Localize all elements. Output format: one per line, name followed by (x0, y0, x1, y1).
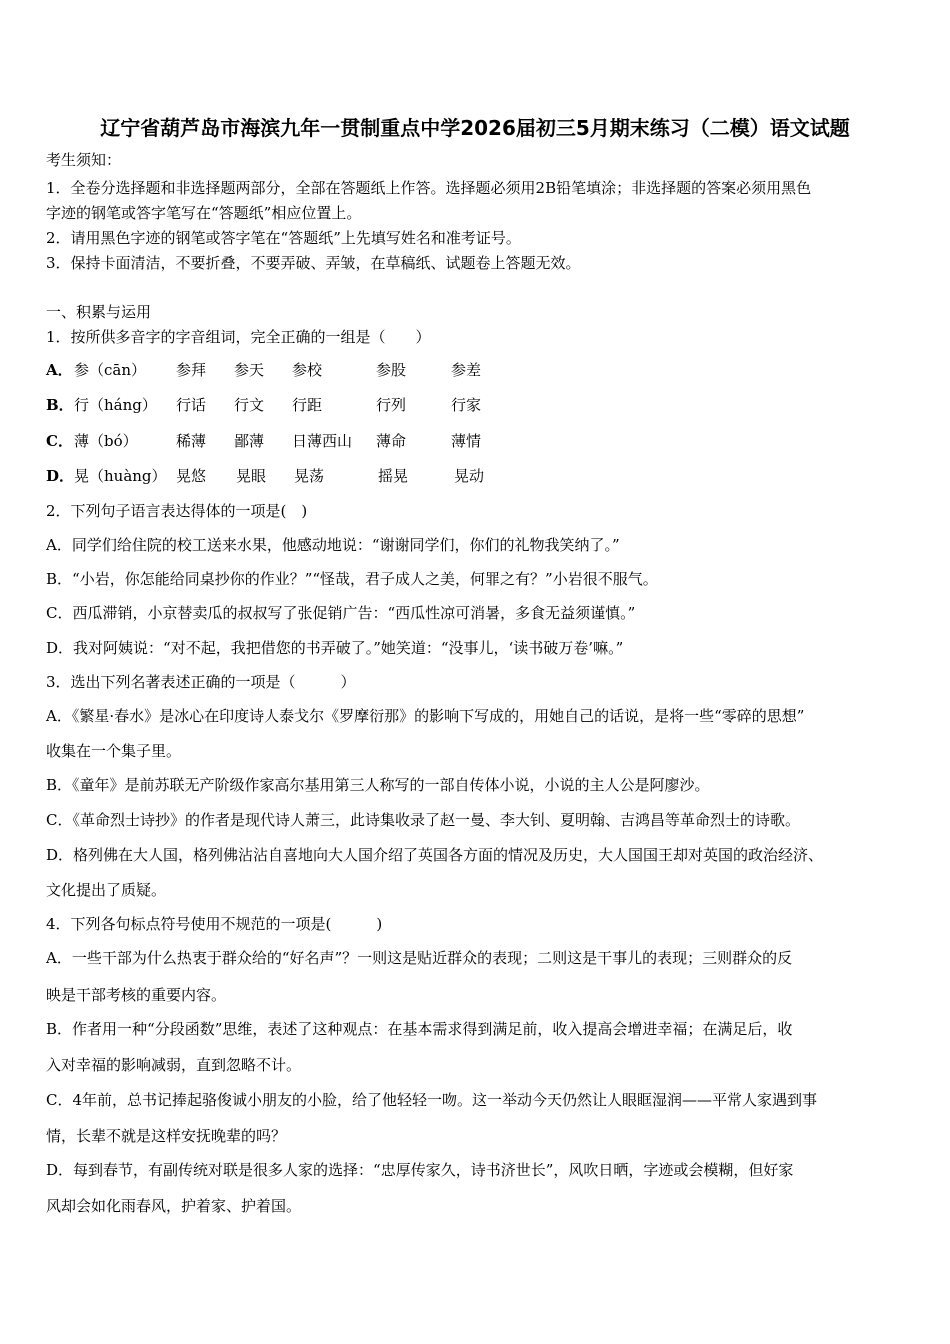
q2-stem: 2．下列句子语言表达得体的一项是( ) (46, 502, 308, 520)
q1-char: 行（háng） (74, 396, 157, 414)
q1-char: 薄（bó） (74, 432, 138, 450)
q4-option-a: A．一些干部为什么热衷于群众给的“好名声”？一则这是贴近群众的表现；二则这是干事儿的表现；三则群众的反 (46, 949, 793, 967)
option-label: C． (46, 432, 73, 450)
q3-option-b: B．《童年》是前苏联无产阶级作家高尔基用第三人称写的一部自传体小说，小说的主人公是阿廖沙。 (46, 776, 710, 794)
q1-word: 行文 (234, 396, 265, 414)
notice-heading: 考生须知： (46, 151, 122, 169)
q1-word: 晃眼 (236, 467, 267, 485)
notice-item-3: 3．保持卡面清洁，不要折叠，不要弄破、弄皱，在草稿纸、试题卷上答题无效。 (46, 254, 581, 272)
q4-option-b-cont: 入对幸福的影响减弱，直到忽略不计。 (46, 1056, 302, 1074)
q3-stem: 3．选出下列名著表述正确的一项是（ ） (46, 673, 356, 691)
q1-word: 参股 (376, 361, 407, 379)
q1-char: 晃（huàng） (74, 467, 167, 485)
q4-stem: 4．下列各句标点符号使用不规范的一项是( ) (46, 915, 383, 933)
option-label: A． (46, 361, 73, 379)
notice-item-1: 1．全卷分选择题和非选择题两部分，全部在答题纸上作答。选择题必须用2B铅笔填涂；非选择题的答案必须用黑色 (46, 179, 812, 197)
q1-word: 行话 (176, 396, 207, 414)
option-label: D． (46, 467, 75, 485)
q1-word: 晃荡 (294, 467, 325, 485)
q1-word: 摇晃 (378, 467, 409, 485)
q1-word: 晃动 (454, 467, 485, 485)
q1-word: 薄情 (451, 432, 482, 450)
q3-option-c: C．《革命烈士诗抄》的作者是现代诗人萧三，此诗集收录了赵一曼、李大钊、夏明翰、吉鸿昌等革命烈士的诗歌。 (46, 811, 800, 829)
q4-option-c: C．4年前，总书记捧起骆俊诚小朋友的小脸，给了他轻轻一吻。这一举动今天仍然让人眼眶湿润——平常人家遇到事 (46, 1091, 818, 1109)
notice-item-2: 2．请用黑色字迹的钢笔或答字笔在“答题纸”上先填写姓名和准考证号。 (46, 229, 521, 247)
q3-option-a: A．《繁星·春水》是冰心在印度诗人泰戈尔《罗摩衍那》的影响下写成的，用她自己的话说，是将一些“零碎的思想” (46, 707, 805, 725)
section-heading: 一、积累与运用 (46, 303, 152, 321)
q4-option-c-cont: 情，长辈不就是这样安抚晚辈的吗？ (46, 1127, 287, 1145)
q3-option-a-cont: 收集在一个集子里。 (46, 742, 182, 760)
q4-option-d: D．每到春节，有副传统对联是很多人家的选择：“忠厚传家久，诗书济世长”，风吹日晒，字迹或会模糊，但好家 (46, 1161, 794, 1179)
page-title: 辽宁省葫芦岛市海滨九年一贯制重点中学2026届初三5月期末练习（二模）语文试题 (100, 116, 850, 140)
q1-word: 鄙薄 (234, 432, 265, 450)
q1-word: 参拜 (176, 361, 207, 379)
q1-word: 稀薄 (176, 432, 207, 450)
q2-option-c: C．西瓜滞销，小京替卖瓜的叔叔写了张促销广告：“西瓜性凉可消暑，多食无益须谨慎。” (46, 604, 636, 622)
q1-word: 日薄西山 (292, 432, 353, 450)
q1-word: 参差 (451, 361, 482, 379)
q4-option-d-cont: 风却会如化雨春风，护着家、护着国。 (46, 1197, 302, 1215)
notice-item-1-cont: 字迹的钢笔或答字笔写在“答题纸”相应位置上。 (46, 204, 362, 222)
q2-option-b: B．“小岩，你怎能给同桌抄你的作业？”“怪哉，君子成人之美，何罪之有？”小岩很不服气。 (46, 570, 658, 588)
q4-option-a-cont: 映是干部考核的重要内容。 (46, 986, 227, 1004)
option-label: B． (46, 396, 74, 414)
q1-word: 行距 (292, 396, 323, 414)
q4-option-b: B．作者用一种“分段函数”思维，表述了这种观点：在基本需求得到满足前，收入提高会增进幸福；在满足后，收 (46, 1020, 793, 1038)
q2-option-a: A．同学们给住院的校工送来水果，他感动地说：“谢谢同学们，你们的礼物我笑纳了。” (46, 536, 620, 554)
q1-word: 行家 (451, 396, 482, 414)
q1-word: 参天 (234, 361, 265, 379)
q3-option-d-cont: 文化提出了质疑。 (46, 881, 167, 899)
q1-word: 行列 (376, 396, 407, 414)
q1-stem: 1．按所供多音字的字音组词，完全正确的一组是（ ） (46, 328, 431, 346)
q3-option-d: D．格列佛在大人国，格列佛沾沾自喜地向大人国介绍了英国各方面的情况及历史，大人国国王却对英国的政治经济、 (46, 846, 824, 864)
q1-word: 参校 (292, 361, 323, 379)
q2-option-d: D．我对阿姨说：“对不起，我把借您的书弄破了。”她笑道：“没事儿，‘读书破万卷’嘛。” (46, 639, 624, 657)
q1-char: 参（cān） (74, 361, 147, 379)
q1-word: 薄命 (376, 432, 407, 450)
q1-word: 晃悠 (176, 467, 207, 485)
